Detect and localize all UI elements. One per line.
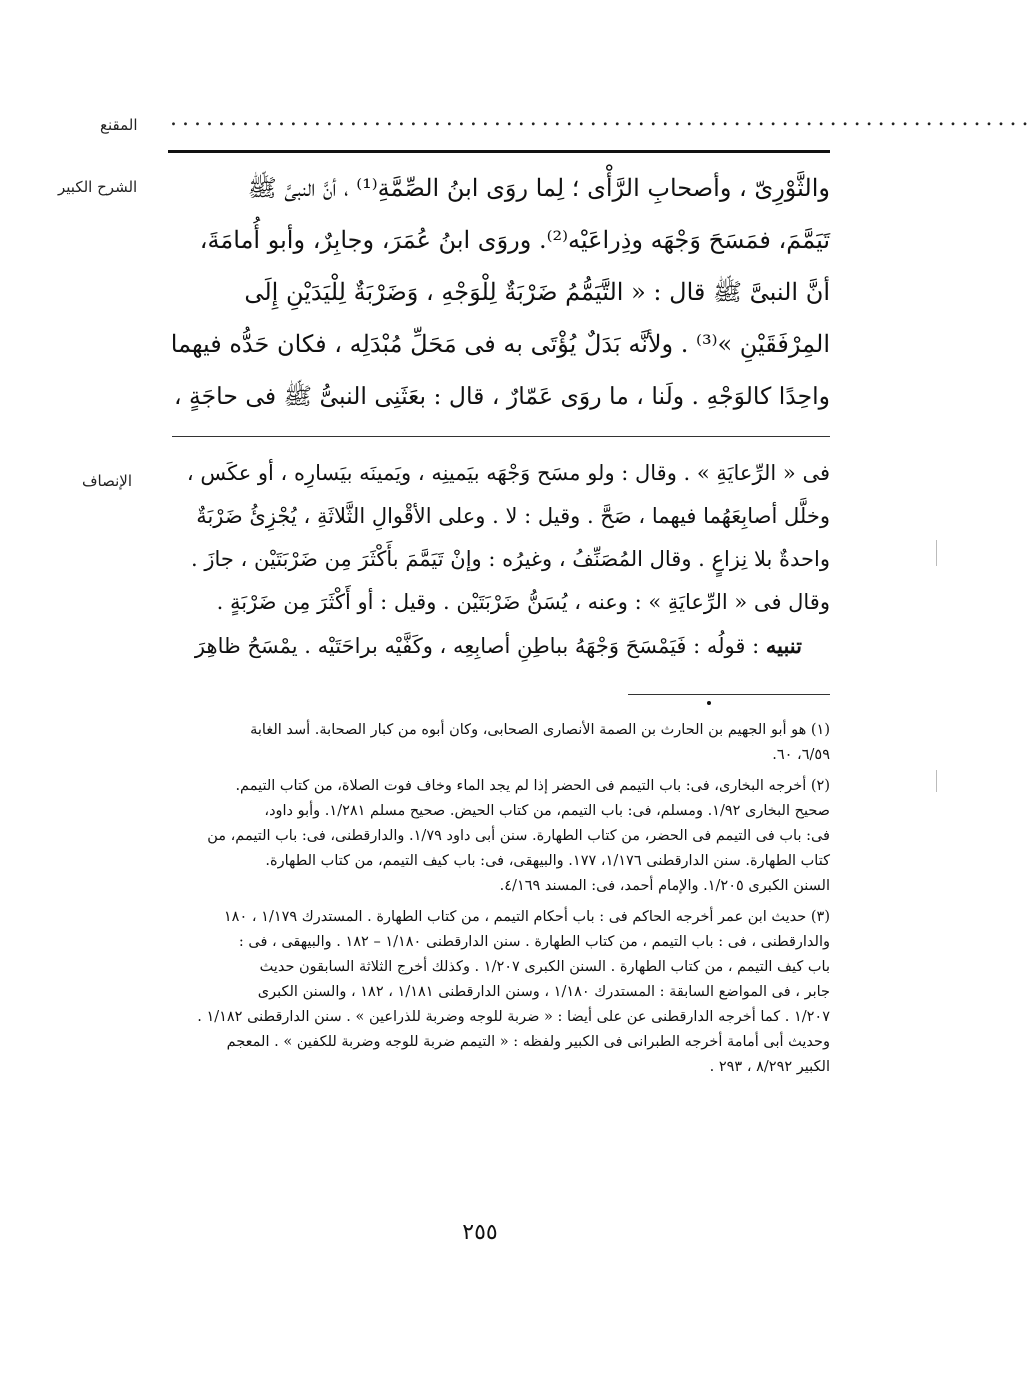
footnote-line: فى: باب فى التيمم فى الحضر، من كتاب الطهارة. سنن أبى داود ١/٧٩. والدارقطنى، فى: باب التيمم، من <box>207 828 830 844</box>
scan-margin-mark <box>936 540 937 566</box>
footnote-line: صحيح البخارى ١/٩٢. ومسلم، فى: باب التيمم، من كتاب الحيض. صحيح مسلم ١/٢٨١. وأبو داود، <box>264 803 830 819</box>
sharh-line: تَيَمَّمَ، فمَسَحَ وَجْهَه وذِراعَيْه⁽²⁾. وروَى ابنُ عُمَرَ، وجابِرٌ، وأبو أُمامَةَ، <box>199 226 830 254</box>
insaf-line: فى « الرِّعايَةِ » . وقال : ولو مسَح وَجْهَه بيَمينِه ، ويَمينَه بيَسارِه ، أو عكَس ، <box>186 461 830 485</box>
tanbih-text: : قولُه : فَيَمْسَحَ وَجْهَهُ بباطِنِ أصابِعِه ، وكَفَّيْه براحَتَيْه . يمْسَحُ ظاهِرَ <box>194 634 766 658</box>
sharh-line: واحِدًا كالوَجْهِ . ولَنا ، ما روَى عَمّارٌ ، قال : بعَثَنِى النبىُّ ﷺ فى حاجَةٍ ، <box>173 382 830 410</box>
footnote-divider <box>628 694 830 695</box>
scan-margin-mark <box>936 770 937 792</box>
footnote-1 <box>166 718 830 768</box>
footnote-line: ٦/٥٩، ٦٠. <box>772 747 830 763</box>
footnote-line: (١) هو أبو الجهيم بن الحارث بن الصمة الأنصارى الصحابى، وكان أبوه من كبار الصحابة. أسد الغابة <box>250 722 830 738</box>
footnote-line: ١/٢٠٧ . كما أخرجه الدارقطنى عن على أيضا : « ضربة للوجه وضربة للذراعين » . سنن الدارقطنى ١/١٨٢ . <box>197 1009 830 1025</box>
insaf-line: وقال فى « الرِّعايَةِ » : وعنه ، يُسَنُّ ضَرْبَتَيْن . وقيل : أو أَكْثَرَ مِن ضَرْبَةٍ . <box>216 590 830 614</box>
footnote-line: وحديث أبى أمامة أخرجه الطبرانى فى الكبير ولفظه : « التيمم ضربة للوجه وضربة للكفين » . المعجم <box>226 1034 830 1050</box>
footnote-line: والدارقطنى ، فى : باب التيمم ، من كتاب الطهارة . سنن الدارقطنى ١/١٨٠ – ١٨٢ . والبيهقى ، فى : <box>238 934 830 950</box>
sharh-label: الشرح الكبير <box>58 178 138 196</box>
insaf-line: وخلَّل أصابِعَهُما فيهما ، صَحَّ . وقيل : لا . وعلى الأقْوالِ الثَّلاثَةِ ، يُجْزِئُ ضَرْبَةٌ <box>196 504 830 528</box>
footnote-line: باب كيف التيمم ، من كتاب الطهارة . السنن الكبرى ١/٢٠٧ . وكذلك أخرج الثلاثة السابقون حديث <box>259 959 830 975</box>
footnote-line: الكبير ٨/٢٩٢ ، ٢٩٣ . <box>709 1059 830 1075</box>
footnote-3 <box>166 905 830 1080</box>
footnote-line: (٣) حديث ابن عمر أخرجه الحاكم فى : باب أحكام التيمم ، من كتاب الطهارة . المستدرك ١/١٧٩ ، ١٨٠ <box>223 909 830 925</box>
sharh-line: والثَّوْرِىّ ، وأصحابِ الرَّأْى ؛ لِما روَى ابنُ الصِّمَّةِ⁽¹⁾ ، أنَّ النبىَّ ﷺ <box>247 174 830 202</box>
book-title: المقنع <box>100 116 138 134</box>
tanbih-label: تنبيه <box>765 633 802 658</box>
insaf-text <box>168 452 830 667</box>
footnote-line: (٢) أخرجه البخارى، فى: باب التيمم فى الحضر إذا لم يجد الماء وخاف فوت الصلاة، من كتاب التيمم. <box>235 778 830 794</box>
footnotes <box>166 718 830 1086</box>
footnote-line: السنن الكبرى ١/٢٠٥. والإمام أحمد، فى: المسند ٤/١٦٩. <box>499 878 830 894</box>
tanbih-line <box>168 624 830 667</box>
insaf-line: واحدةٌ بلا نِزاعٍ . وقال المُصَنِّفُ ، وغيرُه : وإنْ تَيَمَّمَ بأَكْثَرَ مِن ضَرْبَتَيْن ، جازَ . <box>190 547 830 571</box>
footnote-dot-mark <box>707 701 711 705</box>
section-divider <box>172 436 830 437</box>
page-number: ٢٥٥ <box>462 1220 498 1245</box>
sharh-line: المِرْفَقَيْنِ »⁽³⁾ . ولأنَّه بَدَلٌ يُؤْتَى به فى مَحَلِّ مُبْدَلِه ، فكان حَدُّه فيهما <box>170 330 830 358</box>
sharh-text <box>168 162 830 422</box>
header-thick-rule <box>168 150 830 153</box>
footnote-2 <box>166 774 830 899</box>
header-dotted-rule: ........................................................................ <box>170 106 1034 131</box>
footnote-line: جابر ، فى المواضع السابقة : المستدرك ١/١٨٠ ، وسنن الدارقطنى ١/١٨١ ، ١٨٢ ، والسنن الكبرى <box>257 984 830 1000</box>
insaf-label: الإنصاف <box>82 472 133 490</box>
sharh-line: أنَّ النبىَّ ﷺ قال : « التَّيَمُّمُ ضَرْبَةٌ لِلْوَجْهِ ، وَضَرْبَةٌ لِلْيَدَيْنِ إِلَى <box>244 278 830 306</box>
footnote-line: كتاب الطهارة. سنن الدارقطنى ١/١٧٦، ١٧٧. والبيهقى، فى: باب كيف التيمم، من كتاب الطهارة. <box>265 853 830 869</box>
